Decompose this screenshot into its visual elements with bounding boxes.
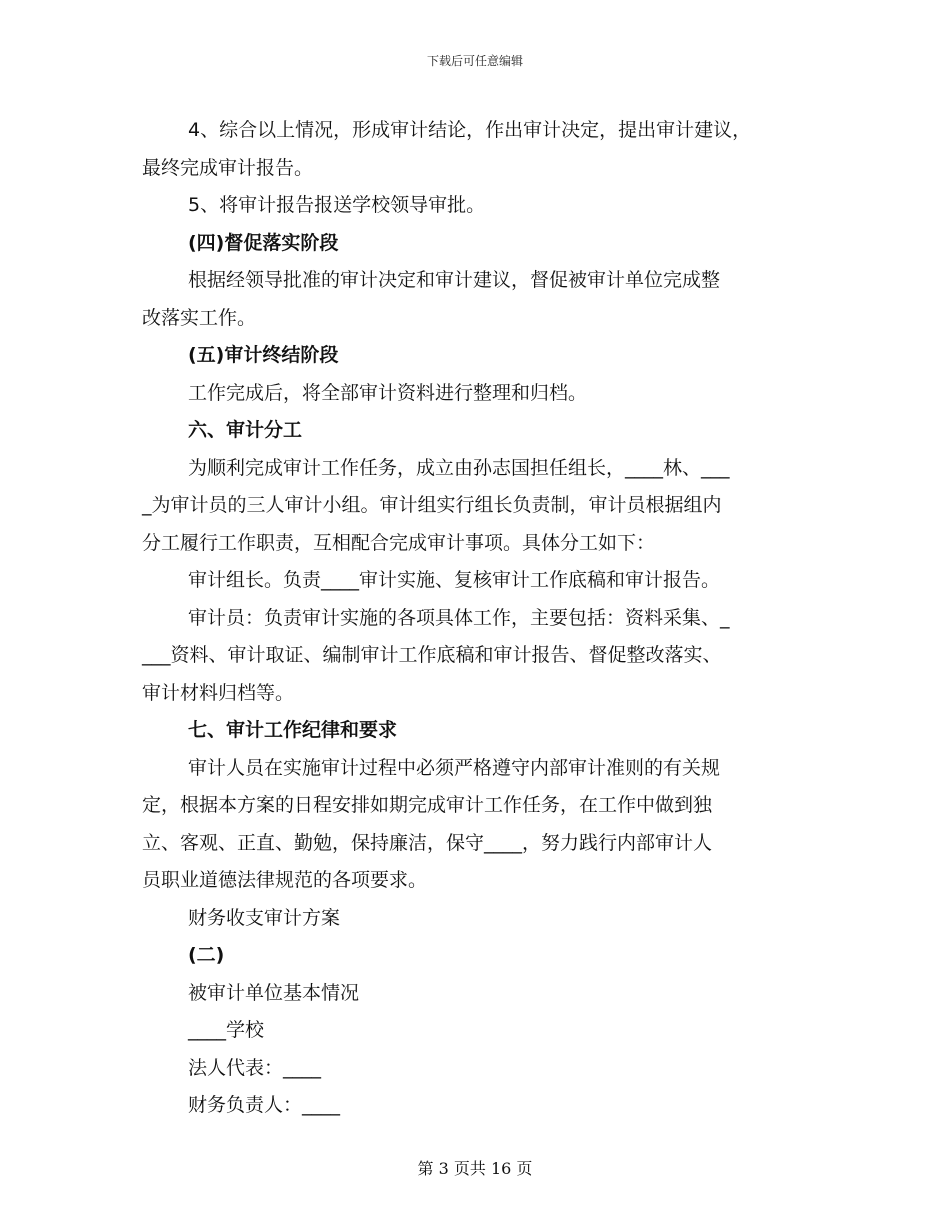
section-heading: (四)督促落实阶段 xyxy=(188,231,339,254)
section-heading: (二) xyxy=(188,944,225,966)
paragraph-line: 审计人员在实施审计过程中必须严格遵守内部审计准则的有关规 xyxy=(188,756,721,779)
paragraph-line: 根据经领导批准的审计决定和审计建议，督促被审计单位完成整 xyxy=(188,269,721,291)
form-field-finance-head: 财务负责人：____ xyxy=(188,1094,341,1116)
document-title: 财务收支审计方案 xyxy=(188,906,341,929)
paragraph-line: 审计组长。负责____审计实施、复核审计工作底稿和审计报告。 xyxy=(188,569,721,591)
paragraph-line: 改落实工作。 xyxy=(142,306,257,329)
paragraph-line: 被审计单位基本情况 xyxy=(188,981,360,1004)
paragraph-line: 立、客观、正直、勤勉，保持廉洁，保守____，努力践行内部审计人 xyxy=(142,831,713,854)
paragraph-line: ___资料、审计取证、编制审计工作底稿和审计报告、督促整改落实、 xyxy=(142,644,722,666)
paragraph-line: _为审计员的三人审计小组。审计组实行组长负责制，审计员根据组内 xyxy=(142,494,722,516)
section-heading: (五)审计终结阶段 xyxy=(188,344,339,366)
form-field-legal-rep: 法人代表：____ xyxy=(188,1056,322,1079)
paragraph-line: 审计员：负责审计实施的各项具体工作，主要包括：资料采集、_ xyxy=(188,606,730,629)
paragraph-line: 员职业道德法律规范的各项要求。 xyxy=(142,869,428,891)
paragraph-line: 工作完成后，将全部审计资料进行整理和归档。 xyxy=(188,381,588,404)
paragraph-line: 最终完成审计报告。 xyxy=(142,156,314,179)
paragraph-line: 审计材料归档等。 xyxy=(142,681,295,704)
document-body xyxy=(142,112,808,1125)
paragraph-line: 定，根据本方案的日程安排如期完成审计工作任务，在工作中做到独 xyxy=(142,794,713,816)
section-heading: 六、审计分工 xyxy=(188,419,303,441)
paragraph-line: 分工履行工作职责，互相配合完成审计事项。具体分工如下： xyxy=(142,531,656,554)
form-field-school: ____学校 xyxy=(188,1019,265,1041)
paragraph-line: 5、将审计报告报送学校领导审批。 xyxy=(188,194,486,216)
paragraph-line: 4、综合以上情况，形成审计结论，作出审计决定，提出审计建议， xyxy=(188,119,752,141)
section-heading: 七、审计工作纪律和要求 xyxy=(188,719,398,741)
paragraph-line: 为顺利完成审计工作任务，成立由孙志国担任组长，____林、___ xyxy=(188,456,730,479)
page-header: 下载后可任意编辑 xyxy=(426,54,523,68)
page-footer: 第 3 页共 16 页 xyxy=(417,1159,533,1178)
